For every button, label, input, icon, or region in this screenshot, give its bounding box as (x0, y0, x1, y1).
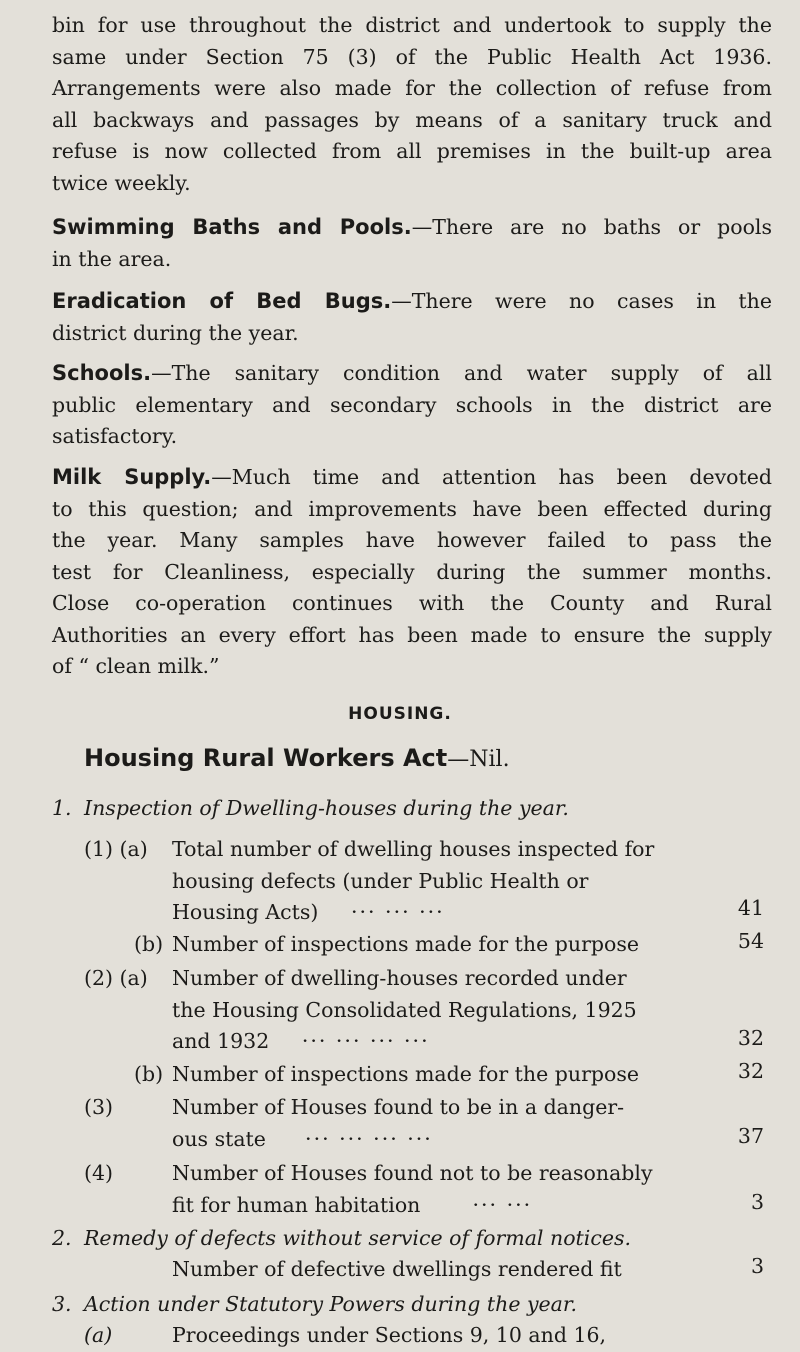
leader-dots: ··· ··· ··· ··· (301, 1029, 430, 1053)
milk-line: the year. Many samples have however failed to pass the (52, 528, 772, 552)
milk-line: to this question; and improvements have been effected during (52, 496, 772, 521)
milk-line: of “ clean milk.” (52, 654, 220, 678)
intro-line: bin for use throughout the district and undertook to supply the (52, 13, 772, 37)
section-3-heading (52, 1292, 577, 1316)
milk-text: —Much time and attention has been devoted (211, 465, 772, 489)
item-label: (3) (84, 1095, 114, 1119)
section-title: Action under Statutory Powers during the year. (84, 1292, 577, 1316)
milk-paragraph (52, 462, 772, 683)
housing-title: HOUSING. (348, 704, 452, 724)
housing-act-heading: Housing Rural Workers Act (84, 744, 448, 772)
item-4-value: 3 (750, 1190, 764, 1214)
section-1-heading (52, 796, 569, 820)
schools-line: satisfactory. (52, 424, 178, 448)
schools-paragraph (52, 358, 772, 453)
bedbugs-text-rest: district during the year. (52, 320, 299, 345)
milk-heading: Milk Supply. (52, 465, 212, 489)
milk-line: Authorities an every effort has been made to ensure the supply (52, 622, 772, 647)
housing-act-value: —Nil. (447, 747, 510, 772)
item-1a-text: Total number of dwelling houses inspected for housing defects (under Public Health or Housing Acts) ··· ··· ··· (172, 837, 655, 924)
leader-dots: ··· ··· ··· ··· (305, 1126, 433, 1151)
leader-dots: ··· ··· ··· (350, 900, 445, 924)
swimming-text: —There are no baths or pools (411, 215, 772, 239)
swimming-paragraph (52, 212, 772, 275)
intro-line: same under Section 75 (3) of the Public Health Act 1936. (52, 44, 772, 69)
milk-line: test for Cleanliness, especially during the summer months. (52, 559, 772, 584)
item-1b-value: 54 (737, 929, 764, 953)
bedbugs-text: —There were no cases in the (391, 289, 772, 313)
item-2b-text: Number of inspections made for the purpose (172, 1062, 639, 1086)
section-number: 3. (52, 1292, 72, 1316)
section-2-heading (52, 1226, 631, 1250)
leader-dots: ··· ··· (472, 1192, 533, 1217)
swimming-heading: Swimming Baths and Pools. (52, 215, 412, 239)
schools-heading: Schools. (52, 361, 152, 385)
milk-line: Close co-operation continues with the County and Rural (52, 591, 772, 615)
item-2a-value: 32 (737, 1026, 764, 1050)
bedbugs-heading: Eradication of Bed Bugs. (52, 289, 392, 313)
schools-text: —The sanitary condition and water supply of all (151, 361, 772, 385)
section-title: Inspection of Dwelling-houses during the year. (84, 796, 569, 820)
remedy-value: 3 (750, 1254, 764, 1278)
section-title: Remedy of defects without service of formal notices. (84, 1226, 631, 1250)
housing-act-line (84, 744, 510, 772)
schools-line: public elementary and secondary schools in the district are (52, 392, 772, 417)
intro-line: twice weekly. (52, 170, 191, 195)
item-1a-value: 41 (737, 896, 764, 920)
section-number: 2. (52, 1226, 72, 1250)
item-label: (a) (84, 1323, 113, 1347)
item-3-value: 37 (737, 1124, 764, 1148)
swimming-text-rest: in the area. (52, 246, 172, 271)
item-label: (2) (a) (84, 966, 148, 990)
section-number: 1. (52, 796, 72, 820)
item-3a-text: Proceedings under Sections 9, 10 and 16, (172, 1323, 607, 1347)
item-1b-text: Number of inspections made for the purpose (172, 932, 639, 956)
item-2a-text: Number of dwelling-houses recorded under the Housing Consolidated Regulations, 1925 and 1932 ··· ··· ··· ··· (172, 966, 637, 1053)
item-4-text: Number of Houses found not to be reasonably fit for human habitation ··· ··· (172, 1161, 653, 1217)
intro-line: all backways and passages by means of a sanitary truck and (52, 107, 772, 132)
intro-line: Arrangements were also made for the collection of refuse from (52, 76, 772, 100)
intro-paragraph (52, 10, 772, 199)
item-label: (1) (a) (84, 837, 148, 861)
remedy-text: Number of defective dwellings rendered fit (172, 1257, 622, 1281)
item-label: (b) (134, 932, 164, 956)
item-label: (4) (84, 1161, 114, 1185)
item-3-text: Number of Houses found to be in a danger- ous state ··· ··· ··· ··· (172, 1095, 625, 1151)
item-label: (b) (134, 1062, 164, 1086)
bedbugs-paragraph (52, 286, 772, 349)
item-2b-value: 32 (737, 1059, 764, 1083)
intro-line: refuse is now collected from all premises in the built-up area (52, 139, 772, 163)
